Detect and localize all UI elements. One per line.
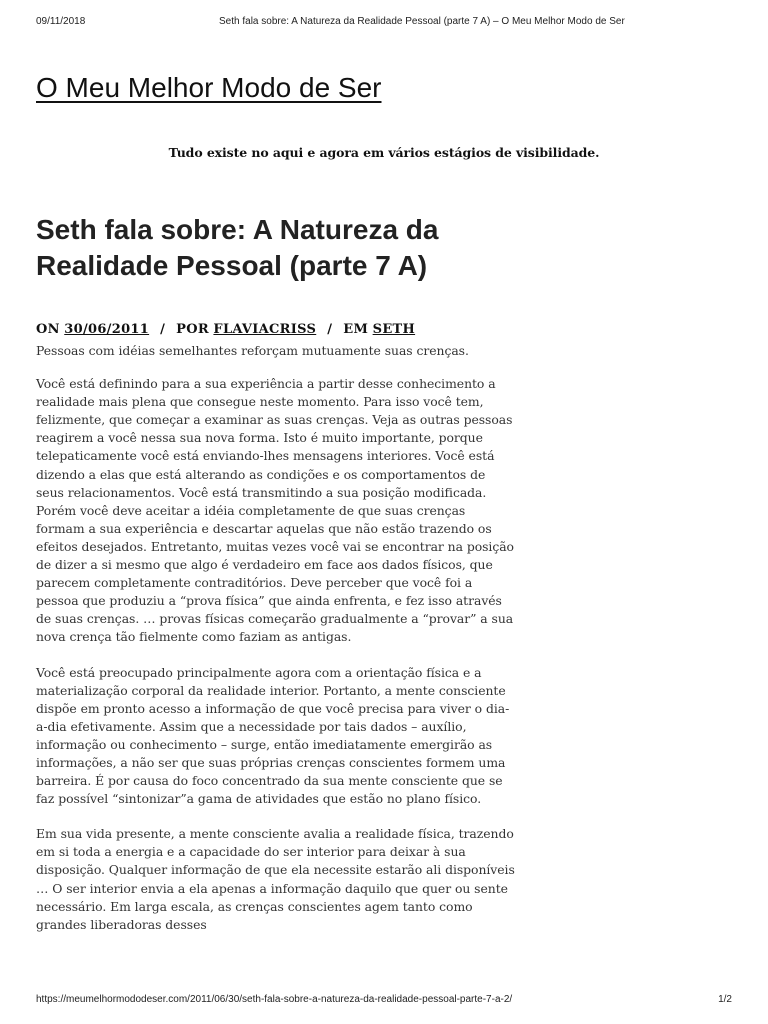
post-date-link[interactable]: 30/06/2011 xyxy=(64,322,150,337)
print-footer xyxy=(36,994,732,1008)
site-title-link[interactable]: O Meu Melhor Modo de Ser xyxy=(36,72,382,103)
post-author-link[interactable]: FLAVIACRISS xyxy=(213,322,317,337)
site-tagline: Tudo existe no aqui e agora em vários estágios de visibilidade. xyxy=(168,145,600,160)
meta-separator: / xyxy=(327,322,333,337)
post-content xyxy=(36,342,516,951)
meta-separator: / xyxy=(160,322,166,337)
post-paragraph: Você está preocupado principalmente agora com a orientação física e a materialização corporal da realidade interior. Portanto, a mente consciente dispõe em pronto acesso a informação de que você precisa para viver o dia-a-dia efetivamente. Assim que a necessidade por tais dados – auxílio, informação ou conhecimento – surge, então imediatamente emergirão as informações, a não ser que suas próprias crenças conscientes formem uma barreira. É por causa do foco concentrado da sua mente consciente que se faz possível “sintonizar”a gama de atividades que estão no plano físico. xyxy=(36,664,510,807)
print-date: 09/11/2018 xyxy=(36,16,86,27)
post-paragraph: Pessoas com idéias semelhantes reforçam mutuamente suas crenças. xyxy=(36,343,469,358)
meta-on-label: ON xyxy=(36,322,60,337)
print-header xyxy=(36,16,732,30)
post-paragraph: Você está definindo para a sua experiência a partir desse conhecimento a realidade mais plena que consegue neste momento. Para isso você tem, felizmente, que começar a examinar as suas crenças. Veja as outras pessoas reagirem a você nessa sua nova forma. Isto é muito importante, porque telepaticamente você está enviando-lhes mensagens interiores. Você está dizendo a elas que está alterando as condições e os comportamentos de seus relacionamentos. Você está transmitindo a sua posição modificada. Porém você deve aceitar a idéia completamente de que suas crenças formam a sua experiência e descartar aquelas que não estão trazendo os efeitos desejados. Entretanto, muitas vezes você vai se encontrar na posição de dizer a si mesmo que algo é verdadeiro em face aos dados físicos, que parecem completamente contraditórios. Deve perceber que você foi a pessoa que produziu a “prova física” que ainda enfrenta, e fez isso através de suas crenças. … provas físicas começarão gradualmente a “provar” a sua nova crença tão fielmente como faziam as antigas. xyxy=(36,376,514,645)
post-title: Seth fala sobre: A Natureza da Realidade Pessoal (parte 7 A) xyxy=(36,214,439,281)
print-page-title: Seth fala sobre: A Natureza da Realidade Pessoal (parte 7 A) – O Meu Melhor Modo de Ser xyxy=(219,16,625,27)
print-url: https://meumelhormododeser.com/2011/06/30/seth-fala-sobre-a-natureza-da-realidade-pessoal-parte-7-a-2/ xyxy=(36,994,513,1005)
print-page-number: 1/2 xyxy=(718,994,732,1005)
post-category-link[interactable]: SETH xyxy=(372,322,416,337)
meta-by-label: POR xyxy=(176,322,209,337)
meta-in-label: EM xyxy=(343,322,369,337)
post-paragraph: Em sua vida presente, a mente consciente avalia a realidade física, trazendo em si toda a energia e a capacidade do ser interior para deixar à sua disposição. Qualquer informação de que ela necessite estarão ali disponíveis … O ser interior envia a ela apenas a informação daquilo que quer ou sente necessário. Em larga escala, as crenças conscientes agem tanto como grandes liberadoras desses xyxy=(36,826,515,932)
post-meta xyxy=(36,322,415,337)
